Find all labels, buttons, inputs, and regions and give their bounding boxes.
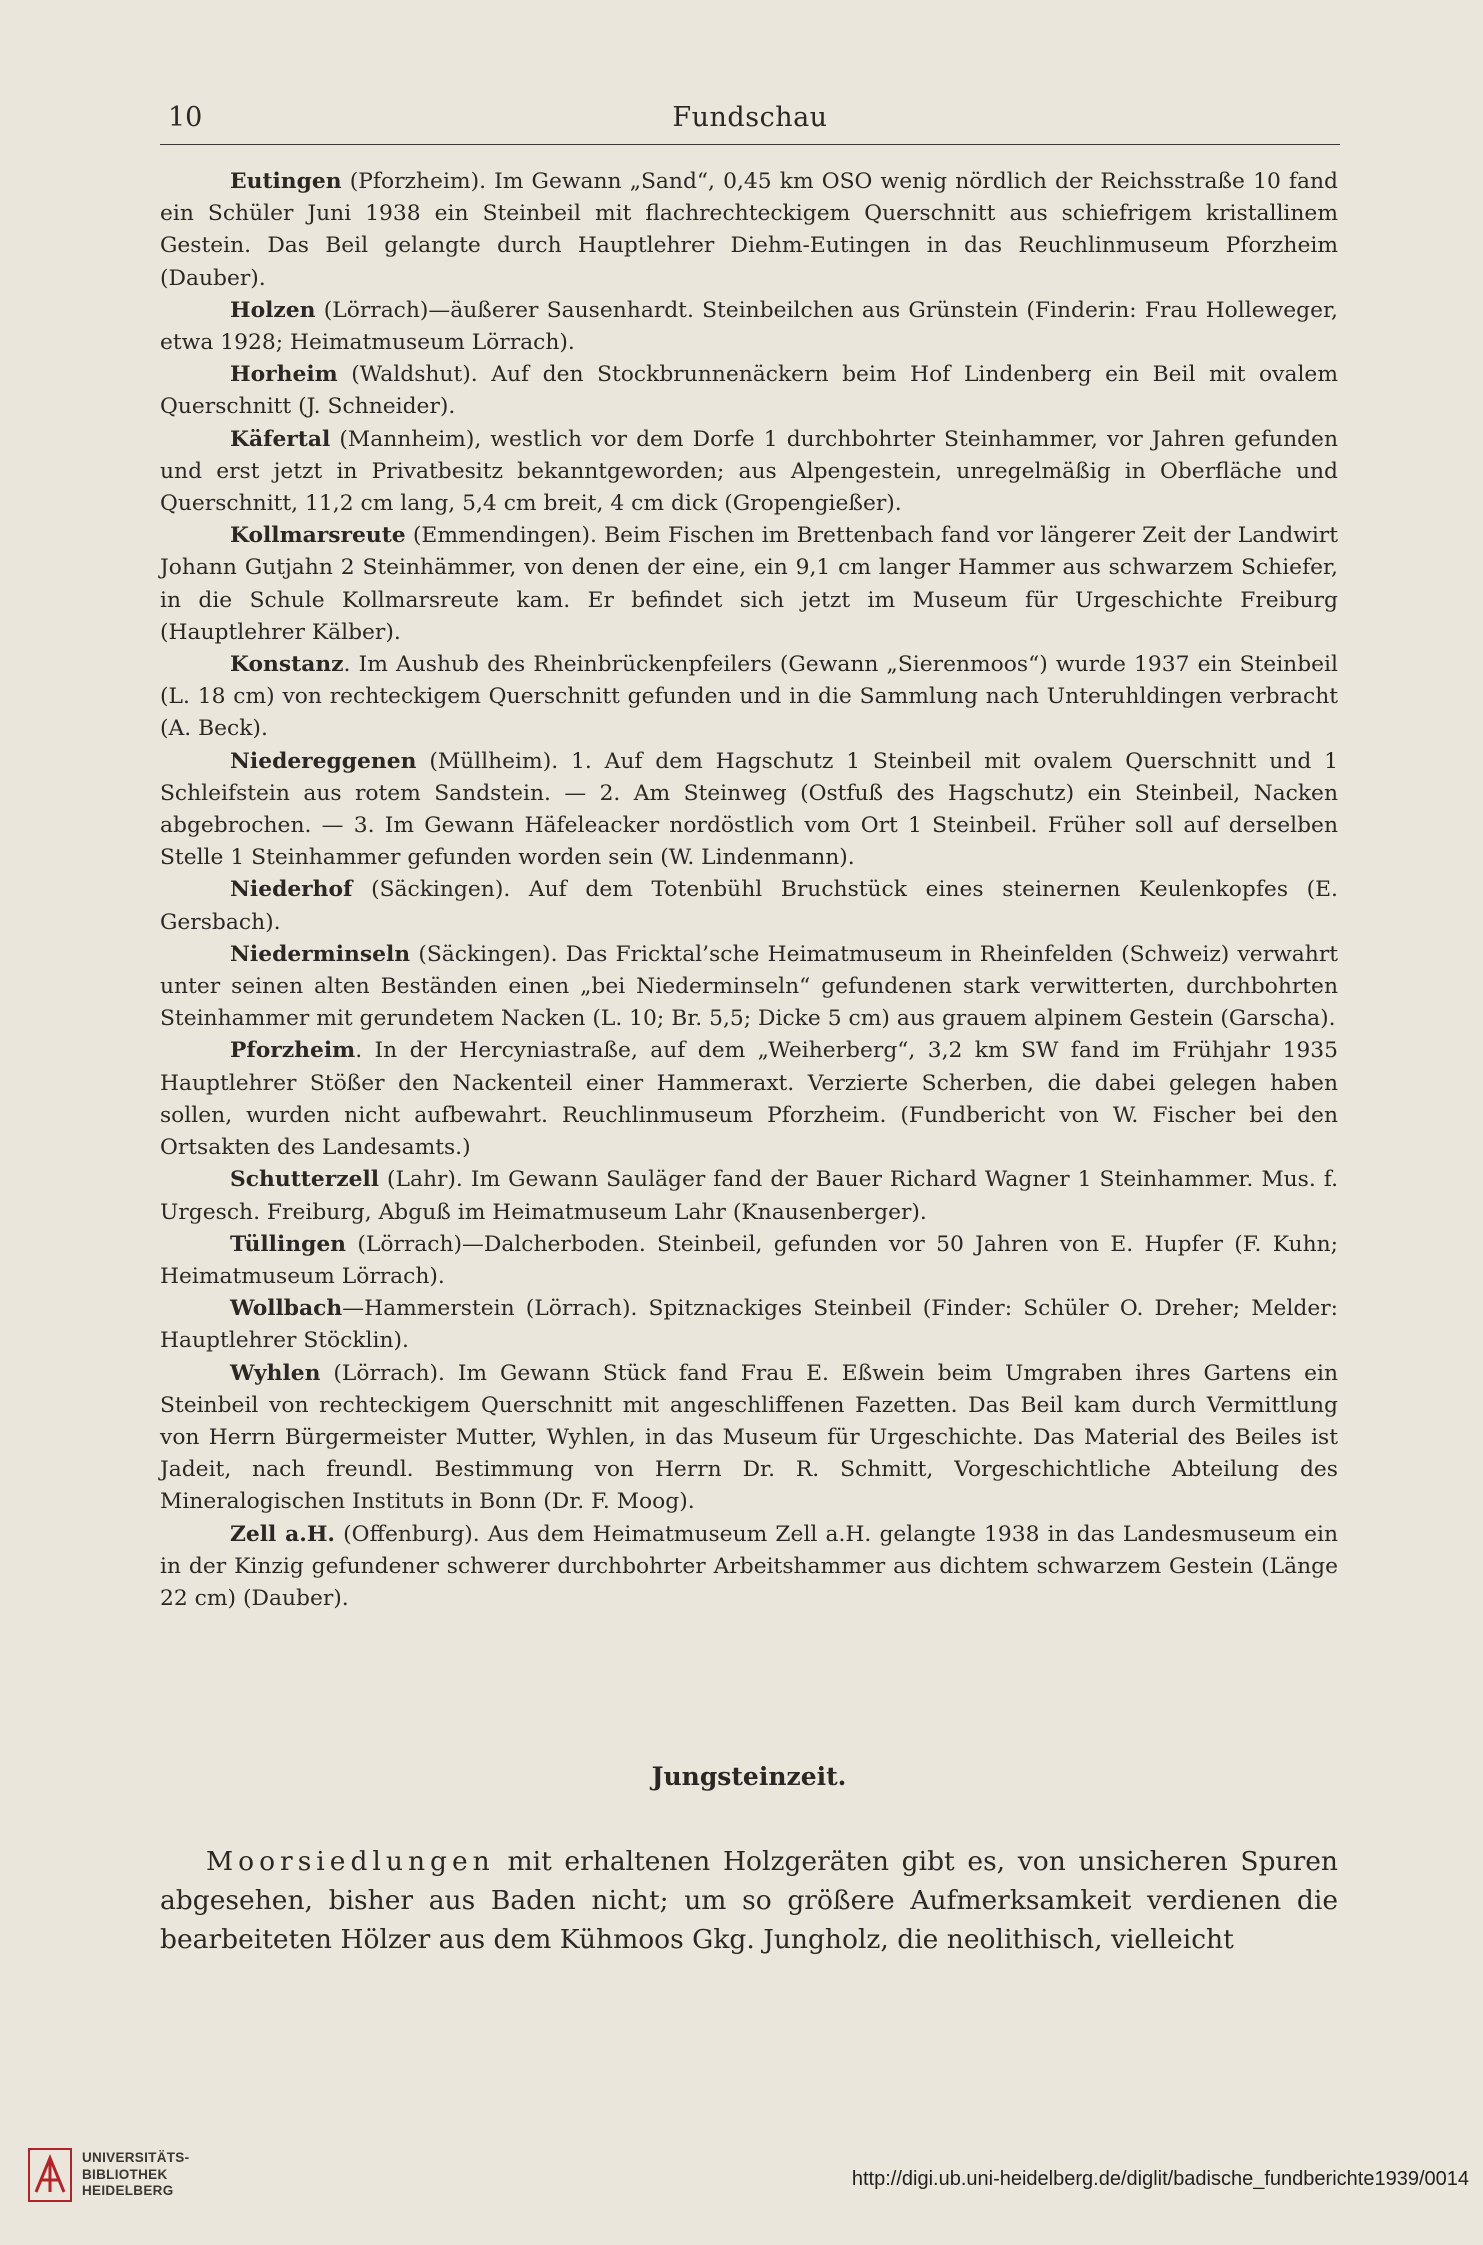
entry-pforzheim <box>160 1035 1338 1164</box>
entry-place: Kollmarsreute <box>230 523 406 549</box>
entry-text: (Säckingen). Auf dem Totenbühl Bruchstück eines steinernen Keulenkopfes (E. Gersbach). <box>160 877 1338 935</box>
entry-place: Niederhof <box>230 877 353 903</box>
entry-text: . In der Hercyniastraße, auf dem „Weiherberg“, 3,2 km SW fand im Frühjahr 1935 Hauptlehrer Stößer den Nackenteil einer Hammeraxt. Verzierte Scherben, die dabei gelegen haben sollen, wurden nicht aufbewahrt. Reuchlinmuseum Pforzheim. (Fundbericht von W. Fischer bei den Ortsakten des Landesamts.) <box>160 1038 1338 1161</box>
entry-text: (Offenburg). Aus dem Heimatmuseum Zell a.H. gelangte 1938 in das Landesmuseum ein in der Kinzig gefundener schwerer durchbohrter Arbeitshammer aus dichtem schwarzem Gestein (Länge 22 cm) (Dauber). <box>160 1521 1338 1611</box>
section-heading: Jungsteinzeit. <box>651 1762 847 1791</box>
find-report-list <box>160 166 1338 1615</box>
section-lead: Moorsiedlungen <box>206 1845 495 1877</box>
logo-line: HEIDELBERG <box>82 2183 174 2198</box>
entry-place: Konstanz <box>230 652 344 678</box>
page-number: 10 <box>168 102 203 133</box>
entry-niederhof <box>160 874 1338 938</box>
entry-niederminseln <box>160 939 1338 1036</box>
logo-line: UNIVERSITÄTS- <box>82 2150 190 2165</box>
section-text: mit erhaltenen Holzgeräten gibt es, von unsicheren Spuren abgesehen, bisher aus Baden nicht; um so größere Aufmerksamkeit verdienen die bearbeiteten Hölzer aus dem Kühmoos Gkg. Jungholz, die neolithisch, vielleicht <box>160 1845 1338 1955</box>
entry-horheim <box>160 359 1338 423</box>
entry-place: Käfertal <box>230 426 331 452</box>
entry-place: Niedereggenen <box>230 748 417 774</box>
running-title: Fundschau <box>672 102 828 133</box>
entry-text: (Pforzheim). Im Gewann „Sand“, 0,45 km OSO wenig nördlich der Reichsstraße 10 fand ein Schüler Juni 1938 ein Steinbeil mit flachrechteckigem Querschnitt aus schiefrigem kristallinem Gestein. Das Beil gelangte durch Hauptlehrer Diehm-Eutingen in das Reuchlinmuseum Pforzheim (Dauber). <box>160 169 1338 291</box>
entry-schutterzell <box>160 1164 1338 1228</box>
source-url[interactable]: http://digi.ub.uni-heidelberg.de/diglit/badische_fundberichte1939/0014 <box>851 2168 1469 2190</box>
logo-line: BIBLIOTHEK <box>82 2166 168 2182</box>
entry-place: Wollbach <box>230 1296 343 1322</box>
entry-text: —Hammerstein (Lörrach). Spitznackiges Steinbeil (Finder: Schüler O. Dreher; Melder: Hauptlehrer Stöcklin). <box>160 1296 1338 1354</box>
entry-niedereggenen <box>160 746 1338 875</box>
entry-tuellingen <box>160 1229 1338 1293</box>
entry-konstanz <box>160 649 1338 746</box>
entry-place: Eutingen <box>230 169 342 194</box>
entry-text: (Waldshut). Auf den Stockbrunnenäckern beim Hof Lindenberg ein Beil mit ovalem Querschnitt (J. Schneider). <box>160 362 1338 420</box>
entry-place: Wyhlen <box>230 1360 321 1386</box>
entry-place: Horheim <box>230 362 338 388</box>
entry-place: Tüllingen <box>230 1231 347 1257</box>
section-paragraph <box>160 1842 1338 1959</box>
entry-text: (Lahr). Im Gewann Sauläger fand der Bauer Richard Wagner 1 Steinhammer. Mus. f. Urgesch. Freiburg, Abguß im Heimatmuseum Lahr (Knausenberger). <box>160 1167 1338 1225</box>
entry-kaefertal <box>160 424 1338 521</box>
entry-text: (Säckingen). Das Fricktal’sche Heimatmuseum in Rheinfelden (Schweiz) verwahrt unter seinen alten Beständen einen „bei Niederminseln“ gefundenen stark verwitterten, durchbohrten Steinhammer mit gerundetem Nacken (L. 10; Br. 5,5; Dicke 5 cm) aus grauem alpinem Gestein (Garscha). <box>160 941 1338 1032</box>
entry-text: (Lörrach). Im Gewann Stück fand Frau E. Eßwein beim Umgraben ihres Gartens ein Steinbeil von rechteckigem Querschnitt mit angeschliffenen Fazetten. Das Beil kam durch Vermittlung von Herrn Bürgermeister Mutter, Wyhlen, in das Museum für Urgeschichte. Das Material des Beiles ist Jadeit, nach freundl. Bestimmung von Herrn Dr. R. Schmitt, Vorgeschichtliche Abteilung des Mineralogischen Instituts in Bonn (Dr. F. Moog). <box>160 1360 1338 1515</box>
library-logo-text <box>82 2150 189 2200</box>
entry-place: Niederminseln <box>230 941 411 967</box>
entry-text: (Lörrach)—Dalcherboden. Steinbeil, gefunden vor 50 Jahren von E. Hupfer (F. Kuhn; Heimatmuseum Lörrach). <box>160 1231 1338 1289</box>
entry-holzen <box>160 295 1338 359</box>
entry-text: (Lörrach)—äußerer Sausenhardt. Steinbeilchen aus Grünstein (Finderin: Frau Hollewеger, etwa 1928; Heimatmuseum Lörrach). <box>160 297 1338 356</box>
entry-wollbach <box>160 1293 1338 1357</box>
library-logo-icon <box>28 2148 72 2202</box>
entry-place: Schutterzell <box>230 1167 380 1193</box>
entry-eutingen <box>160 166 1338 295</box>
library-logo <box>28 2146 228 2206</box>
entry-place: Pforzheim <box>230 1038 356 1064</box>
entry-kollmarsreute <box>160 520 1338 649</box>
entry-text: (Emmendingen). Beim Fischen im Brettenbach fand vor längerer Zeit der Landwirt Johann Gutjahn 2 Steinhämmer, von denen der eine, ein 9,1 cm langer Hammer aus schwarzem Schiefer, in die Schule Kollmarsreute kam. Er befindet sich jetzt im Museum für Urgeschichte Freiburg (Hauptlehrer Kälber). <box>160 523 1338 645</box>
entry-text: (Müllheim). 1. Auf dem Hagschutz 1 Steinbeil mit ovalem Querschnitt und 1 Schleifstein aus rotem Sandstein. — 2. Am Steinweg (Ostfuß des Hagschutz) ein Steinbeil, Nacken abgebrochen. — 3. Im Gewann Häfeleacker nordöstlich vom Ort 1 Steinbeil. Früher soll auf derselben Stelle 1 Steinhammer gefunden worden sein (W. Lindenmann). <box>160 748 1339 871</box>
page-header <box>160 100 1340 145</box>
entry-zell <box>160 1519 1338 1616</box>
entry-text: (Mannheim), westlich vor dem Dorfe 1 durchbohrter Steinhammer, vor Jahren gefunden und erst jetzt in Privatbesitz bekanntgeworden; aus Alpengestein, unregelmäßig in Oberfläche und Querschnitt, 11,2 cm lang, 5,4 cm breit, 4 cm dick (Gropengießer). <box>160 426 1338 517</box>
entry-text: . Im Aushub des Rheinbrückenpfeilers (Gewann „Sierenmoos“) wurde 1937 ein Steinbeil (L. 18 cm) von rechteckigem Querschnitt gefunden und in die Sammlung nach Unteruhldingen verbracht (A. Beck). <box>160 652 1338 742</box>
entry-wyhlen <box>160 1358 1338 1519</box>
entry-place: Zell a.H. <box>230 1521 335 1547</box>
entry-place: Holzen <box>230 297 316 323</box>
